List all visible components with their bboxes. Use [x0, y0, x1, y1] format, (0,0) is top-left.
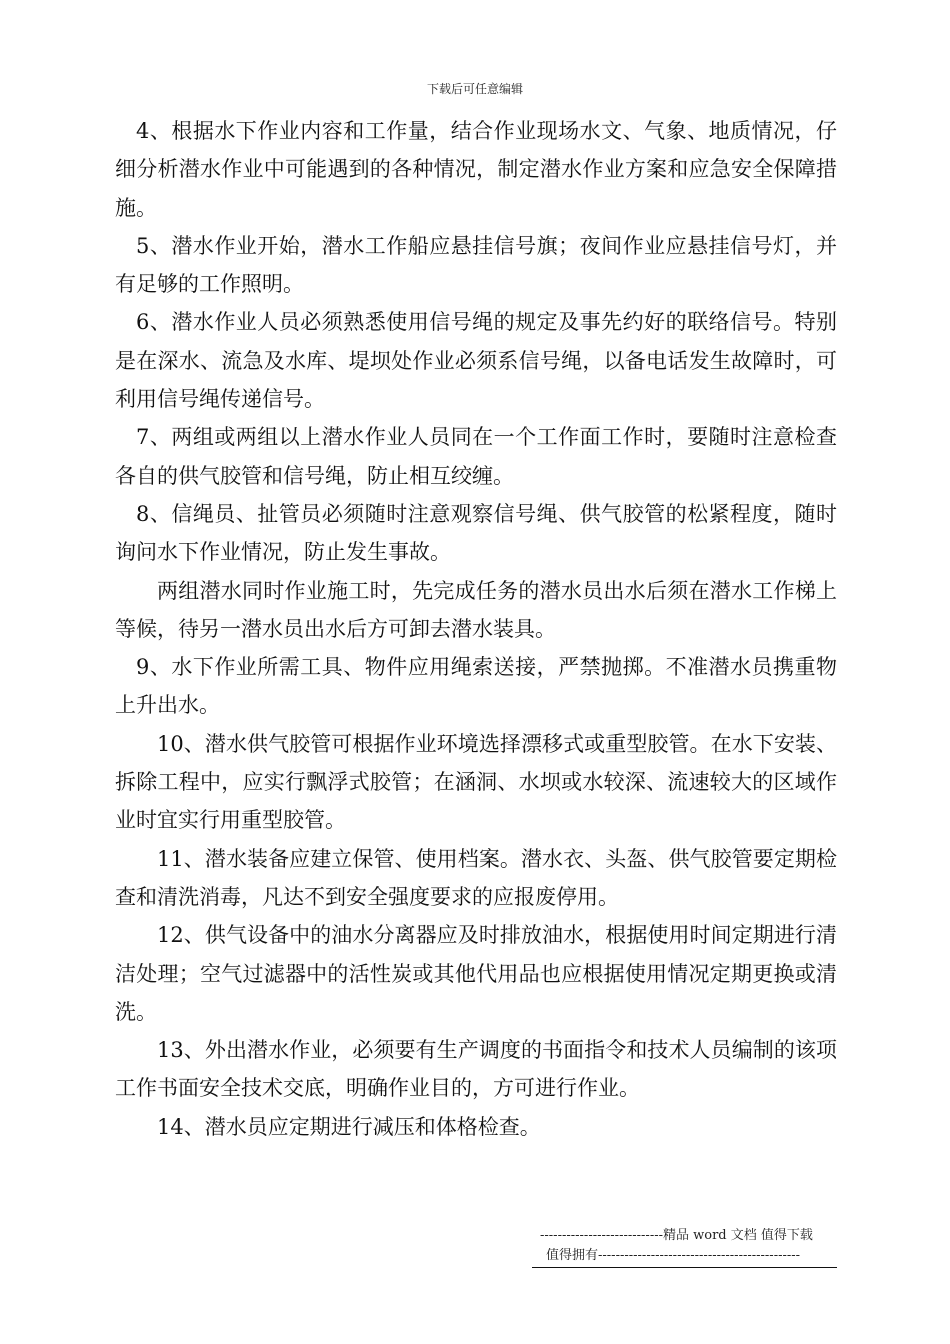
paragraph-item-6: 6、潜水作业人员必须熟悉使用信号绳的规定及事先约好的联络信号。特别是在深水、流急及水库、堤坝处作业必须系信号绳，以备电话发生故障时，可利用信号绳传递信号。: [115, 310, 837, 412]
paragraph-item-13: 13、外出潜水作业，必须要有生产调度的书面指令和技术人员编制的该项工作书面安全技术交底，明确作业目的，方可进行作业。: [115, 1038, 837, 1101]
paragraph-item-8: 8、信绳员、扯管员必须随时注意观察信号绳、供气胶管的松紧程度，随时询问水下作业情况，防止发生事故。: [115, 501, 837, 565]
document-body: [115, 112, 837, 1146]
paragraph-item-9: 9、水下作业所需工具、物件应用绳索送接，严禁抛掷。不准潜水员携重物上升出水。: [115, 655, 837, 718]
paragraph-item-10: 10、潜水供气胶管可根据作业环境选择漂移式或重型胶管。在水下安装、拆除工程中，应实行飘浮式胶管；在涵洞、水坝或水较深、流速较大的区域作业时宜实行用重型胶管。: [115, 731, 837, 833]
footer-line-2: 值得拥有----------------------------------------------: [532, 1246, 837, 1268]
paragraph-item-5: 5、潜水作业开始，潜水工作船应悬挂信号旗；夜间作业应悬挂信号灯，并有足够的工作照明。: [115, 233, 837, 297]
paragraph-item-4: 4、根据水下作业内容和工作量，结合作业现场水文、气象、地质情况，仔细分析潜水作业中可能遇到的各种情况，制定潜水作业方案和应急安全保障措施。: [115, 119, 837, 220]
paragraph-item-7: 7、两组或两组以上潜水作业人员同在一个工作面工作时，要随时注意检查各自的供气胶管和信号绳，防止相互绞缠。: [115, 425, 837, 488]
page-footer: [532, 1226, 837, 1268]
paragraph-item-11: 11、潜水装备应建立保管、使用档案。潜水衣、头盔、供气胶管要定期检查和清洗消毒，凡达不到安全强度要求的应报废停用。: [115, 846, 837, 909]
paragraph-item-8-note: 两组潜水同时作业施工时，先完成任务的潜水员出水后须在潜水工作梯上等候，待另一潜水员出水后方可卸去潜水装具。: [115, 578, 837, 641]
page-header-note: 下载后可任意编辑: [426, 82, 523, 96]
paragraph-item-12: 12、供气设备中的油水分离器应及时排放油水，根据使用时间定期进行清洁处理；空气过滤器中的活性炭或其他代用品也应根据使用情况定期更换或清洗。: [115, 923, 837, 1024]
footer-line-1: ----------------------------精品 word 文档 值得下载: [540, 1228, 813, 1243]
paragraph-item-14: 14、潜水员应定期进行减压和体格检查。: [157, 1114, 541, 1139]
